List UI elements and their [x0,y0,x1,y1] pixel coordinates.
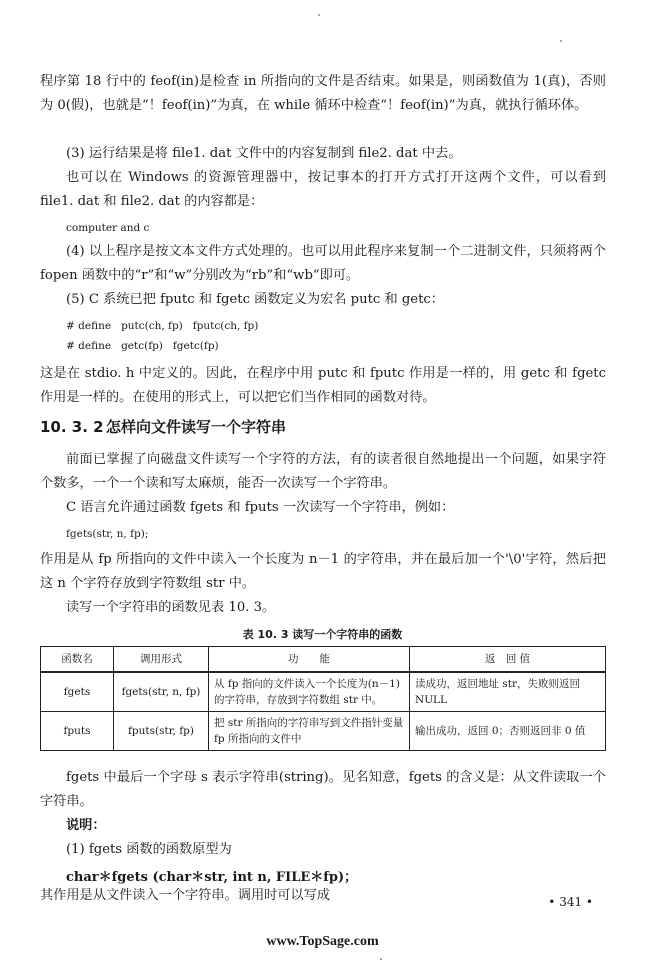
paragraph-fgets-effect: 作用是从 fp 所指向的文件中读入一个长度为 n－1 的字符串，并在最后加一个'\0'字符，然后把这 n 个字符存放到字符数组 str 中。 [40,552,606,591]
table-row [41,712,606,751]
table-header-row [41,647,606,673]
scan-speck [380,958,382,960]
cell-return: 读成功，返回地址 str，失败则返回 NULL [410,672,606,712]
note-label: 说明： [66,818,106,833]
code-fgets-prototype: char＊fgets (char＊str, int n, FILE＊fp)； [66,870,358,885]
section-title: 怎样向文件读写一个字符串 [106,418,287,436]
code-fgets-call: fgets(str, n, fp); [66,528,149,540]
table-row [41,672,606,712]
paragraph-stdio: 这是在 stdio. h 中定义的。因此，在程序中用 putc 和 fputc 作用是一样的，用 getc 和 fgetc 作用是一样的。在使用的形式上，可以把它们当作相同的函数对待。 [40,366,606,405]
paragraph-windows: 也可以在 Windows 的资源管理器中，按记事本的打开方式打开这两个文件，可以看到 file1. dat 和 file2. dat 的内容都是： [40,170,606,209]
paragraph-binary: (4) 以上程序是按文本文件方式处理的。也可以用此程序来复制一个二进制文件，只须将两个 fopen 函数中的“r”和“w”分别改为“rb”和“wb”即可。 [40,244,606,283]
header-name: 函数名 [41,647,114,673]
paragraph-intro-string: 前面已掌握了向磁盘文件读写一个字符的方法，有的读者很自然地提出一个问题，如果字符个数多，一个一个读和写太麻烦，能否一次读写一个字符串。 [40,452,606,491]
paragraph-string-meaning: fgets 中最后一个字母 s 表示字符串(string)。见名知意，fgets 的含义是：从文件读取一个字符串。 [40,770,606,809]
footer-site: www.TopSage.com [266,934,379,949]
paragraph-feof: 程序第 18 行中的 feof(in)是检查 in 所指向的文件是否结束。如果是，则函数值为 1(真)，否则为 0(假)，也就是“！feof(in)”为真，在 while 循环中检查“！feof(in)”为真，就执行循环体。 [40,74,606,113]
header-call: 调用形式 [114,647,209,673]
paragraph-table-ref: 读写一个字符串的函数见表 10. 3。 [66,600,276,615]
table-caption: 表 10. 3 读写一个字符串的函数 [242,628,403,641]
code-define-putc: # define putc(ch, fp) fputc(ch, fp) [66,320,259,332]
section-heading [40,416,286,437]
code-define-getc: # define getc(fp) fgetc(fp) [66,340,219,352]
cell-name: fputs [41,712,114,751]
header-return: 返 回 值 [410,647,606,673]
paragraph-result: (3) 运行结果是将 file1. dat 文件中的内容复制到 file2. dat 中去。 [66,146,462,161]
code-output: computer and c [66,222,150,234]
section-number: 10. 3. 2 [40,418,104,436]
paragraph-fgets-fputs: C 语言允许通过函数 fgets 和 fputs 一次读写一个字符串，例如： [66,500,455,515]
cell-name: fgets [41,672,114,712]
paragraph-prototype-intro: (1) fgets 函数的函数原型为 [66,842,232,857]
scan-speck [318,14,320,16]
cell-call: fputs(str, fp) [114,712,209,751]
scan-speck [560,40,562,42]
cell-function: 把 str 所指向的字符串写到文件指针变量 fp 所指向的文件中 [209,712,410,751]
paragraph-macro: (5) C 系统已把 fputc 和 fgetc 函数定义为宏名 putc 和 getc： [66,292,444,307]
paragraph-usage: 其作用是从文件读入一个字符串。调用时可以写成 [40,888,331,903]
cell-return: 输出成功，返回 0；否则返回非 0 值 [410,712,606,751]
string-functions-table [40,646,606,751]
cell-function: 从 fp 指向的文件读入一个长度为(n－1)的字符串，存放到字符数组 str 中。 [209,672,410,712]
header-function: 功 能 [209,647,410,673]
page-number: • 341 • [548,895,593,909]
cell-call: fgets(str, n, fp) [114,672,209,712]
